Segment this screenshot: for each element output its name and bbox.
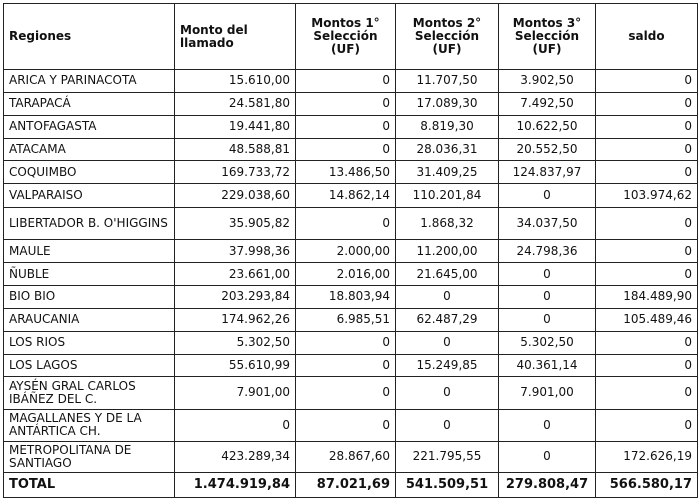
- cell-montos-3-seleccion: 0: [499, 409, 596, 441]
- cell-montos-2-seleccion: 0: [396, 409, 499, 441]
- cell-monto-llamado: 1.474.919,84: [175, 472, 296, 497]
- cell-region: METROPOLITANA DE SANTIAGO: [4, 441, 175, 472]
- cell-montos-2-seleccion: 15.249,85: [396, 354, 499, 377]
- table-row: [4, 161, 698, 184]
- cell-montos-3-seleccion: 7.901,00: [499, 377, 596, 409]
- cell-montos-2-seleccion: 0: [396, 331, 499, 354]
- header-monto-llamado: Monto del llamado: [175, 4, 296, 70]
- cell-region: ARAUCANIA: [4, 308, 175, 331]
- cell-montos-1-seleccion: 0: [296, 331, 396, 354]
- cell-monto-llamado: 19.441,80: [175, 115, 296, 138]
- header-saldo: saldo: [596, 4, 698, 70]
- table-row: [4, 286, 698, 309]
- cell-region: MAULE: [4, 240, 175, 263]
- cell-region: ATACAMA: [4, 138, 175, 161]
- cell-montos-3-seleccion: 40.361,14: [499, 354, 596, 377]
- cell-saldo: 0: [596, 92, 698, 115]
- cell-monto-llamado: 24.581,80: [175, 92, 296, 115]
- cell-montos-2-seleccion: 0: [396, 377, 499, 409]
- cell-montos-2-seleccion: 8.819,30: [396, 115, 499, 138]
- cell-montos-1-seleccion: 14.862,14: [296, 184, 396, 208]
- cell-montos-3-seleccion: 34.037,50: [499, 208, 596, 240]
- table-row: [4, 92, 698, 115]
- cell-monto-llamado: 7.901,00: [175, 377, 296, 409]
- cell-saldo: 184.489,90: [596, 286, 698, 309]
- cell-monto-llamado: 169.733,72: [175, 161, 296, 184]
- cell-saldo: 0: [596, 377, 698, 409]
- table-row: [4, 308, 698, 331]
- cell-region: MAGALLANES Y DE LA ANTÁRTICA CH.: [4, 409, 175, 441]
- table-row: [4, 354, 698, 377]
- table-body: [4, 70, 698, 498]
- cell-montos-1-seleccion: 18.803,94: [296, 286, 396, 309]
- cell-montos-1-seleccion: 0: [296, 208, 396, 240]
- cell-montos-2-seleccion: 110.201,84: [396, 184, 499, 208]
- cell-monto-llamado: 37.998,36: [175, 240, 296, 263]
- cell-montos-1-seleccion: 0: [296, 70, 396, 93]
- cell-saldo: 0: [596, 208, 698, 240]
- cell-region: BIO BIO: [4, 286, 175, 309]
- cell-saldo: 103.974,62: [596, 184, 698, 208]
- cell-saldo: 0: [596, 240, 698, 263]
- cell-montos-2-seleccion: 28.036,31: [396, 138, 499, 161]
- table-row: [4, 208, 698, 240]
- cell-montos-1-seleccion: 0: [296, 354, 396, 377]
- cell-montos-1-seleccion: 6.985,51: [296, 308, 396, 331]
- cell-montos-1-seleccion: 0: [296, 409, 396, 441]
- cell-montos-3-seleccion: 20.552,50: [499, 138, 596, 161]
- cell-saldo: 0: [596, 409, 698, 441]
- header-row: [4, 4, 698, 70]
- cell-montos-1-seleccion: 0: [296, 377, 396, 409]
- cell-montos-3-seleccion: 3.902,50: [499, 70, 596, 93]
- header-montos-2-seleccion: Montos 2° Selección (UF): [396, 4, 499, 70]
- regional-amounts-table: [3, 3, 698, 498]
- cell-monto-llamado: 174.962,26: [175, 308, 296, 331]
- cell-montos-3-seleccion: 0: [499, 441, 596, 472]
- table-row: [4, 184, 698, 208]
- cell-montos-3-seleccion: 0: [499, 308, 596, 331]
- cell-montos-1-seleccion: 0: [296, 92, 396, 115]
- cell-montos-1-seleccion: 2.016,00: [296, 263, 396, 286]
- cell-region: LIBERTADOR B. O'HIGGINS: [4, 208, 175, 240]
- table-row: [4, 331, 698, 354]
- table-row: [4, 70, 698, 93]
- cell-montos-2-seleccion: 21.645,00: [396, 263, 499, 286]
- cell-region: TARAPACÁ: [4, 92, 175, 115]
- cell-saldo: 0: [596, 138, 698, 161]
- cell-saldo: 172.626,19: [596, 441, 698, 472]
- cell-saldo: 0: [596, 161, 698, 184]
- cell-montos-2-seleccion: 1.868,32: [396, 208, 499, 240]
- cell-saldo: 566.580,17: [596, 472, 698, 497]
- cell-montos-1-seleccion: 0: [296, 115, 396, 138]
- cell-monto-llamado: 35.905,82: [175, 208, 296, 240]
- cell-saldo: 0: [596, 331, 698, 354]
- cell-montos-3-seleccion: 0: [499, 263, 596, 286]
- header-montos-3-seleccion: Montos 3° Selección (UF): [499, 4, 596, 70]
- cell-monto-llamado: 23.661,00: [175, 263, 296, 286]
- cell-region: LOS RIOS: [4, 331, 175, 354]
- total-row: [4, 472, 698, 497]
- cell-montos-3-seleccion: 5.302,50: [499, 331, 596, 354]
- cell-montos-2-seleccion: 221.795,55: [396, 441, 499, 472]
- cell-saldo: 0: [596, 263, 698, 286]
- cell-montos-1-seleccion: 2.000,00: [296, 240, 396, 263]
- cell-monto-llamado: 15.610,00: [175, 70, 296, 93]
- cell-montos-2-seleccion: 541.509,51: [396, 472, 499, 497]
- cell-montos-3-seleccion: 0: [499, 286, 596, 309]
- table-row: [4, 240, 698, 263]
- cell-saldo: 0: [596, 354, 698, 377]
- cell-saldo: 0: [596, 115, 698, 138]
- cell-saldo: 105.489,46: [596, 308, 698, 331]
- cell-montos-3-seleccion: 24.798,36: [499, 240, 596, 263]
- cell-saldo: 0: [596, 70, 698, 93]
- cell-monto-llamado: 229.038,60: [175, 184, 296, 208]
- cell-montos-1-seleccion: 13.486,50: [296, 161, 396, 184]
- cell-region: ÑUBLE: [4, 263, 175, 286]
- cell-montos-2-seleccion: 0: [396, 286, 499, 309]
- table-row: [4, 377, 698, 409]
- cell-region: AYSÉN GRAL CARLOS IBÁÑEZ DEL C.: [4, 377, 175, 409]
- table-row: [4, 441, 698, 472]
- cell-montos-3-seleccion: 7.492,50: [499, 92, 596, 115]
- cell-montos-2-seleccion: 11.707,50: [396, 70, 499, 93]
- table-row: [4, 263, 698, 286]
- cell-montos-1-seleccion: 0: [296, 138, 396, 161]
- cell-montos-2-seleccion: 62.487,29: [396, 308, 499, 331]
- cell-montos-1-seleccion: 28.867,60: [296, 441, 396, 472]
- cell-region: LOS LAGOS: [4, 354, 175, 377]
- cell-montos-3-seleccion: 279.808,47: [499, 472, 596, 497]
- cell-region: VALPARAISO: [4, 184, 175, 208]
- table-row: [4, 409, 698, 441]
- cell-monto-llamado: 5.302,50: [175, 331, 296, 354]
- header-regiones: Regiones: [4, 4, 175, 70]
- cell-montos-2-seleccion: 11.200,00: [396, 240, 499, 263]
- cell-monto-llamado: 55.610,99: [175, 354, 296, 377]
- cell-montos-3-seleccion: 0: [499, 184, 596, 208]
- cell-montos-2-seleccion: 17.089,30: [396, 92, 499, 115]
- cell-monto-llamado: 0: [175, 409, 296, 441]
- cell-montos-3-seleccion: 10.622,50: [499, 115, 596, 138]
- cell-region: TOTAL: [4, 472, 175, 497]
- table-row: [4, 115, 698, 138]
- header-montos-1-seleccion: Montos 1° Selección (UF): [296, 4, 396, 70]
- cell-region: ANTOFAGASTA: [4, 115, 175, 138]
- table-row: [4, 138, 698, 161]
- cell-monto-llamado: 48.588,81: [175, 138, 296, 161]
- cell-region: ARICA Y PARINACOTA: [4, 70, 175, 93]
- cell-monto-llamado: 423.289,34: [175, 441, 296, 472]
- cell-montos-3-seleccion: 124.837,97: [499, 161, 596, 184]
- cell-region: COQUIMBO: [4, 161, 175, 184]
- cell-montos-1-seleccion: 87.021,69: [296, 472, 396, 497]
- cell-montos-2-seleccion: 31.409,25: [396, 161, 499, 184]
- cell-monto-llamado: 203.293,84: [175, 286, 296, 309]
